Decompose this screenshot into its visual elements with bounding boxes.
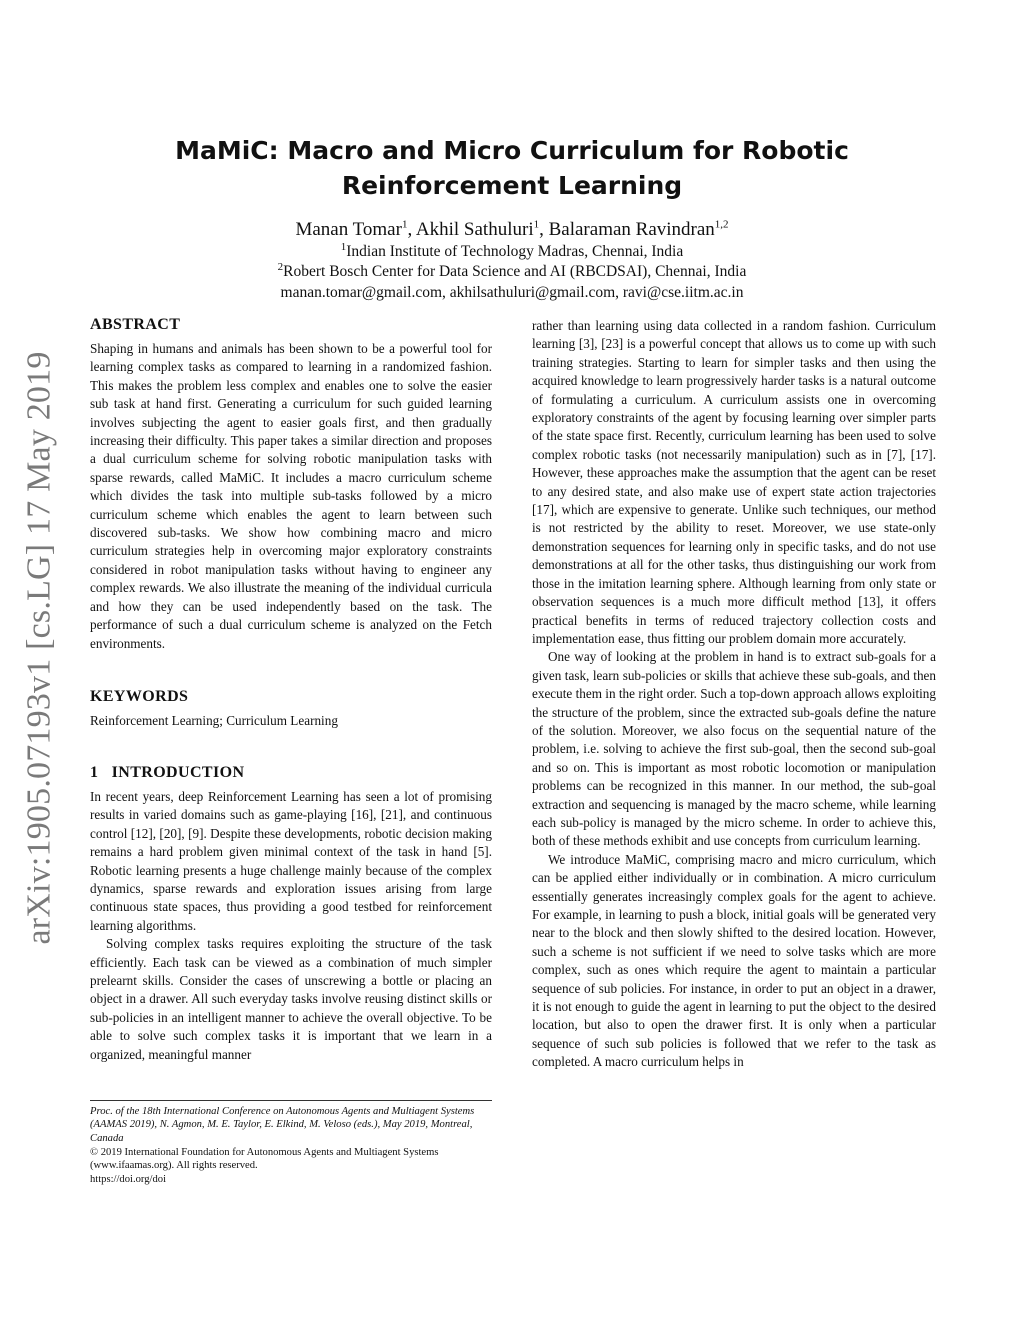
body-paragraph: We introduce MaMiC, comprising macro and micro curriculum, which can be applied either individually or in combination. A micro curriculum essentially generates increasingly complex goals for the agent to achieve. For example, in learning to push a block, initial goals will be generated very near to the block and then slowly shifted to the desired location. However, such a scheme is not sufficient if we need to solve tasks which are more complex, such as ones which require the agent to maintain a particular sequence of sub policies. For instance, in order to put an object in a drawer, it is not enough to guide the agent in learning to put the object to the desired location, but also to open the drawer first. It is only when a particular sequence of such sub policies is followed that we refer to the task as completed. A macro curriculum helps in xyxy=(532,851,936,1070)
intro-paragraph: Solving complex tasks requires exploiting the structure of the task efficiently. Each task can be viewed as a combination of much simpler prelearnt skills. Consider the cases of unscrewing a bottle or placing an object in a drawer. All such everyday tasks involve reusing distinct skills or sub-policies in an intelligent manner to achieve the overall objective. To be able to solve such complex tasks it is important that we learn in a organized, meaningful manner xyxy=(90,936,492,1062)
intro-paragraph: In recent years, deep Reinforcement Learning has seen a lot of promising results in varied domains such as game-playing [16], [21], and continuous control [12], [20], [9]. Despite these developments, robotic decision making remains a hard problem given minimal context of the task in hand [5]. Robotic learning presents a huge challenge mainly because of the complex dynamics, sparse rewards and exploration issues arising from large continuous state spaces, thus providing a good testbed for reinforcement learning algorithms. xyxy=(90,789,492,933)
author-affil-mark: 1 xyxy=(533,218,540,231)
arxiv-stamp xyxy=(14,348,66,948)
footnote-proceedings: Proc. of the 18th International Conference on Autonomous Agents and Multiagent Systems (AAMAS 2019), N. Agmon, M. E. Taylor, E. Elkind, M. Veloso (eds.), May 2019, Montreal, Canada xyxy=(90,1106,475,1144)
affiliation xyxy=(120,262,904,282)
author-list xyxy=(120,218,904,241)
affiliation-text: Indian Institute of Technology Madras, Chennai, India xyxy=(346,243,684,260)
author-affil-mark: 1 xyxy=(401,218,408,231)
keywords-text: Reinforcement Learning; Curriculum Learning xyxy=(90,713,338,728)
introduction-section xyxy=(90,764,492,1064)
section-title: INTRODUCTION xyxy=(111,764,245,781)
body-paragraph: One way of looking at the problem in hand is to extract sub-goals for a given task, learn sub-policies or skills that achieve these sub-goals, and then execute them in the right order. Such a top-down approach allows exploiting the structure of the problem, since the extracted sub-goals define the nature of the solution. Moreover, we also focus on the sequential nature of the problem, i.e. solving to achieve the first sub-goal, then the second sub-goal and so on. This is important as most robotic locomotion or manipulation problems can be recognized in this manner. In our method, the sub-goal extraction and sequencing is managed by the macro scheme, while learning each sub-policy is managed by the micro scheme. In order to achieve this, both of these methods exhibit and use concepts from curriculum learning. xyxy=(532,649,936,849)
keywords-heading: KEYWORDS xyxy=(90,688,189,705)
introduction-heading xyxy=(90,764,492,782)
right-column xyxy=(532,317,936,1072)
author-emails: manan.tomar@gmail.com, akhilsathuluri@gmail.com, ravi@cse.iitm.ac.in xyxy=(280,284,744,301)
footnote-divider xyxy=(90,1100,492,1101)
affiliation-mark: 2 xyxy=(277,260,284,273)
abstract-heading: ABSTRACT xyxy=(90,316,181,333)
affiliation xyxy=(120,242,904,262)
arxiv-stamp-text: arXiv:1905.07193v1 [cs.LG] 17 May 2019 xyxy=(21,351,59,945)
body-paragraph: rather than learning using data collected in a random fashion. Curriculum learning [3], [23] is a powerful concept that allows us to come up with such training strategies. Starting to learn for simpler tasks and then using the acquired knowledge to learn progressively harder tasks is a natural outcome of formulating a curriculum. A curriculum assists one in overcoming exploratory constraints of the agent by focusing learning over simpler parts of the state space first. Recently, curriculum learning has been used to solve complex robotic tasks (not necessarily manipulation) such as in [7], [17]. However, these approaches make the assumption that the agent can be reset to any desired state, and also make use of expert state action trajectories [17], which are expensive to generate. Unlike such techniques, our method is not restricted by the ability to reset. Moreover, we use state-only demonstration sequences for learning only in specific tasks, and do not use demonstrations at all for the other tasks, thus distinguishing our work from those in the imitation learning sphere. Although learning from only state or observation sequences is a much more difficult method [13], it offers practical benefits in terms of reduced trajectory collection costs and implementation ease, thus fitting our problem domain more accurately. xyxy=(532,318,936,646)
affiliation-mark: 1 xyxy=(340,240,347,253)
author-name: Balaraman Ravindran xyxy=(548,219,715,240)
keywords-section xyxy=(90,688,492,730)
footnote-doi: https://doi.org/doi xyxy=(90,1174,167,1185)
paper-title: MaMiC: Macro and Micro Curriculum for Robotic Reinforcement Learning xyxy=(175,136,849,200)
abstract-text: Shaping in humans and animals has been shown to be a powerful tool for learning complex tasks as compared to learning in a randomized fashion. This makes the problem less complex and enables one to solve the easier sub task at hand first. Generating a curriculum for such guided learning involves subjecting the agent to easier goals first, and then gradually increasing their difficulty. This paper takes a similar direction and proposes a dual curriculum scheme for solving robotic manipulation tasks with sparse rewards, called MaMiC. It includes a macro curriculum scheme which divides the task into multiple sub-tasks followed by a micro curriculum scheme which enables the agent to learn between such discovered sub-tasks. We show how combining macro and micro curriculum strategies help in overcoming major exploratory constraints considered in robot manipulation tasks without having to engineer any complex rewards. We also illustrate the meaning of the individual curricula and how they can be used independently based on the task. The performance of such a dual curriculum scheme is analyzed on the Fetch environments. xyxy=(90,341,492,651)
author-affil-mark: 1,2 xyxy=(714,218,729,231)
author-name: Manan Tomar xyxy=(295,219,402,240)
footnote-copyright: © 2019 International Foundation for Autonomous Agents and Multiagent Systems (www.ifaamas.org). All rights reserved. xyxy=(90,1147,439,1172)
affiliation-text: Robert Bosch Center for Data Science and AI (RBCDSAI), Chennai, India xyxy=(283,263,747,280)
section-number: 1 xyxy=(90,764,99,781)
author-separator: , xyxy=(407,219,413,240)
author-name: Akhil Sathuluri xyxy=(415,219,534,240)
author-separator: , xyxy=(539,219,544,240)
abstract-section xyxy=(90,316,492,653)
